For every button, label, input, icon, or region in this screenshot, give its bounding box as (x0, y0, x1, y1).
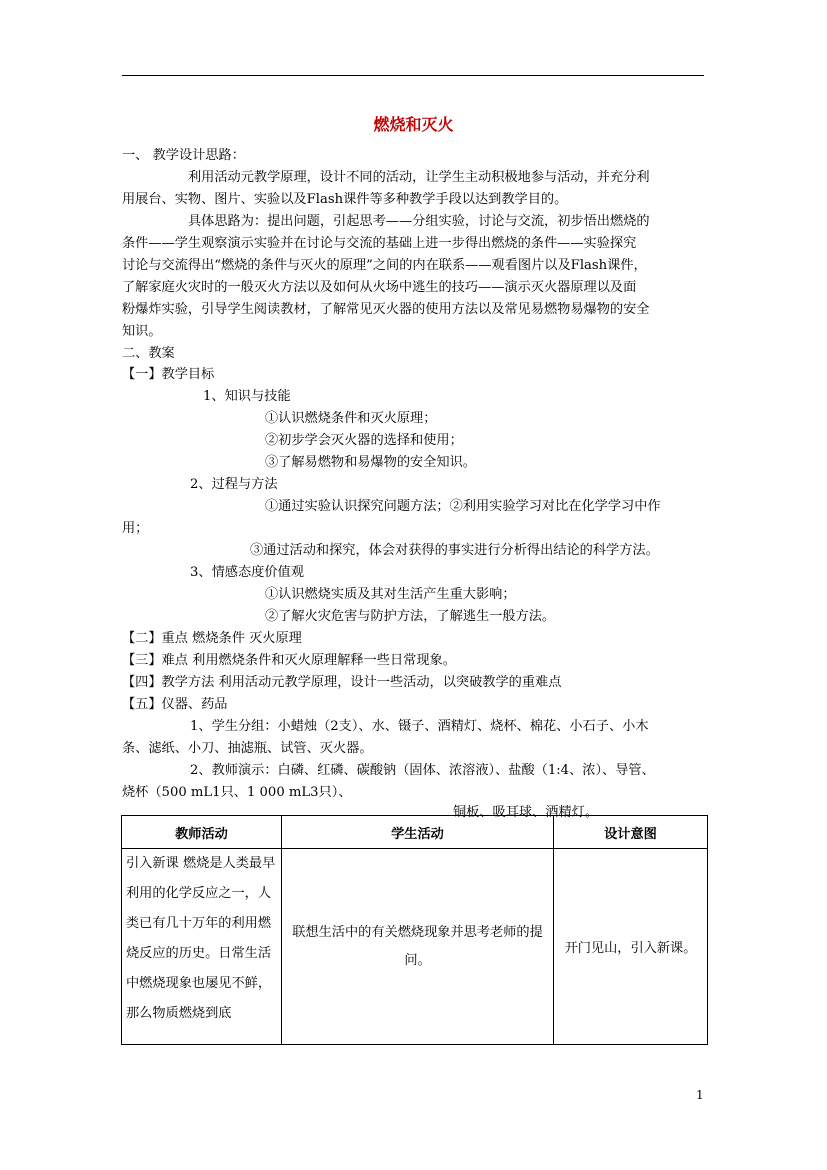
body-line: 用； (122, 521, 149, 536)
document-title: 燃烧和灭火 (373, 115, 454, 134)
body-line: 条、滤纸、小刀、抽滤瓶、试管、灭火器。 (122, 741, 373, 756)
body-line: ②了解火灾危害与防护方法，了解逃生一般方法。 (265, 609, 556, 624)
header-teacher: 教师活动 (122, 816, 282, 849)
body-line: 具体思路为：提出问题，引起思考——分组实验，讨论与交流，初步悟出燃烧的 (188, 214, 650, 229)
body-line: 利用活动元教学原理，设计不同的活动，让学生主动积极地参与活动，并充分利 (188, 170, 650, 185)
body-line: 知识。 (122, 324, 162, 339)
body-line: ①认识燃烧实质及其对生活产生重大影响； (265, 587, 516, 602)
body-line: 条件——学生观察演示实验并在讨论与交流的基础上进一步得出燃烧的条件——实验探究 (122, 236, 637, 251)
body-line: 【四】教学方法 利用活动元教学原理，设计一些活动，以突破教学的重难点 (122, 675, 562, 690)
body-line: ②初步学会灭火器的选择和使用； (265, 433, 463, 448)
body-line: 【二】重点 燃烧条件 灭火原理 (122, 631, 302, 646)
body-line: 二、教案 (122, 346, 175, 361)
body-line: 【三】难点 利用燃烧条件和灭火原理解释一些日常现象。 (122, 653, 456, 668)
cell-teacher: 引入新课 燃烧是人类最早利用的化学反应之一，人类已有几十万年的利用燃烧反应的历史。日常生活中燃烧现象也屡见不鲜，那么物质燃烧到底 (122, 849, 282, 1045)
body-line: 【五】仪器、药品 (122, 697, 228, 712)
table-header-row (122, 816, 708, 849)
body-line: 1、知识与技能 (203, 389, 291, 404)
header-intent: 设计意图 (554, 816, 708, 849)
body-line: ①认识燃烧条件和灭火原理； (265, 411, 437, 426)
body-line: 一、 教学设计思路： (122, 148, 245, 163)
cell-student: 联想生活中的有关燃烧现象并思考老师的提问。 (282, 849, 554, 1045)
body-line: 了解家庭火灾时的一般灭火方法以及如何从火场中逃生的技巧——演示灭火器原理以及面 (122, 280, 637, 295)
header-rule (122, 75, 704, 76)
body-line: ③了解易燃物和易爆物的安全知识。 (265, 455, 476, 470)
body-line: 3、情感态度价值观 (190, 565, 304, 580)
cell-intent: 开门见山，引入新课。 (554, 849, 708, 1045)
body-line: 粉爆炸实验，引导学生阅读教材，了解常见灭火器的使用方法以及常见易燃物易爆物的安全 (122, 302, 650, 317)
header-student: 学生活动 (282, 816, 554, 849)
body-line: ③通过活动和探究，体会对获得的事实进行分析得出结论的科学方法。 (250, 543, 659, 558)
body-line: 2、教师演示：白磷、红磷、碳酸钠（固体、浓溶液）、盐酸（1:4、浓）、导管、 (190, 763, 655, 778)
body-line: 2、过程与方法 (190, 477, 278, 492)
body-line: 铜板、吸耳球、酒精灯。 (453, 805, 599, 820)
table-row (122, 849, 708, 1045)
body-line: 讨论与交流得出“燃烧的条件与灭火的原理”之间的内在联系——观看图片以及Flash课件， (122, 258, 647, 273)
page-number: 1 (696, 1088, 704, 1102)
lesson-table (121, 815, 708, 1045)
body-line: 1、学生分组：小蜡烛（2支）、水、镊子、酒精灯、烧杯、棉花、小石子、小木 (190, 719, 649, 734)
body-line: ①通过实验认识探究问题方法；②利用实验学习对比在化学学习中作 (265, 499, 661, 514)
body-line: 烧杯（500 mL1只、1 000 mL3只）、 (122, 785, 352, 800)
body-line: 【一】教学目标 (122, 367, 215, 382)
body-line: 用展台、实物、图片、实验以及Flash课件等多种教学手段以达到教学目的。 (122, 192, 568, 207)
